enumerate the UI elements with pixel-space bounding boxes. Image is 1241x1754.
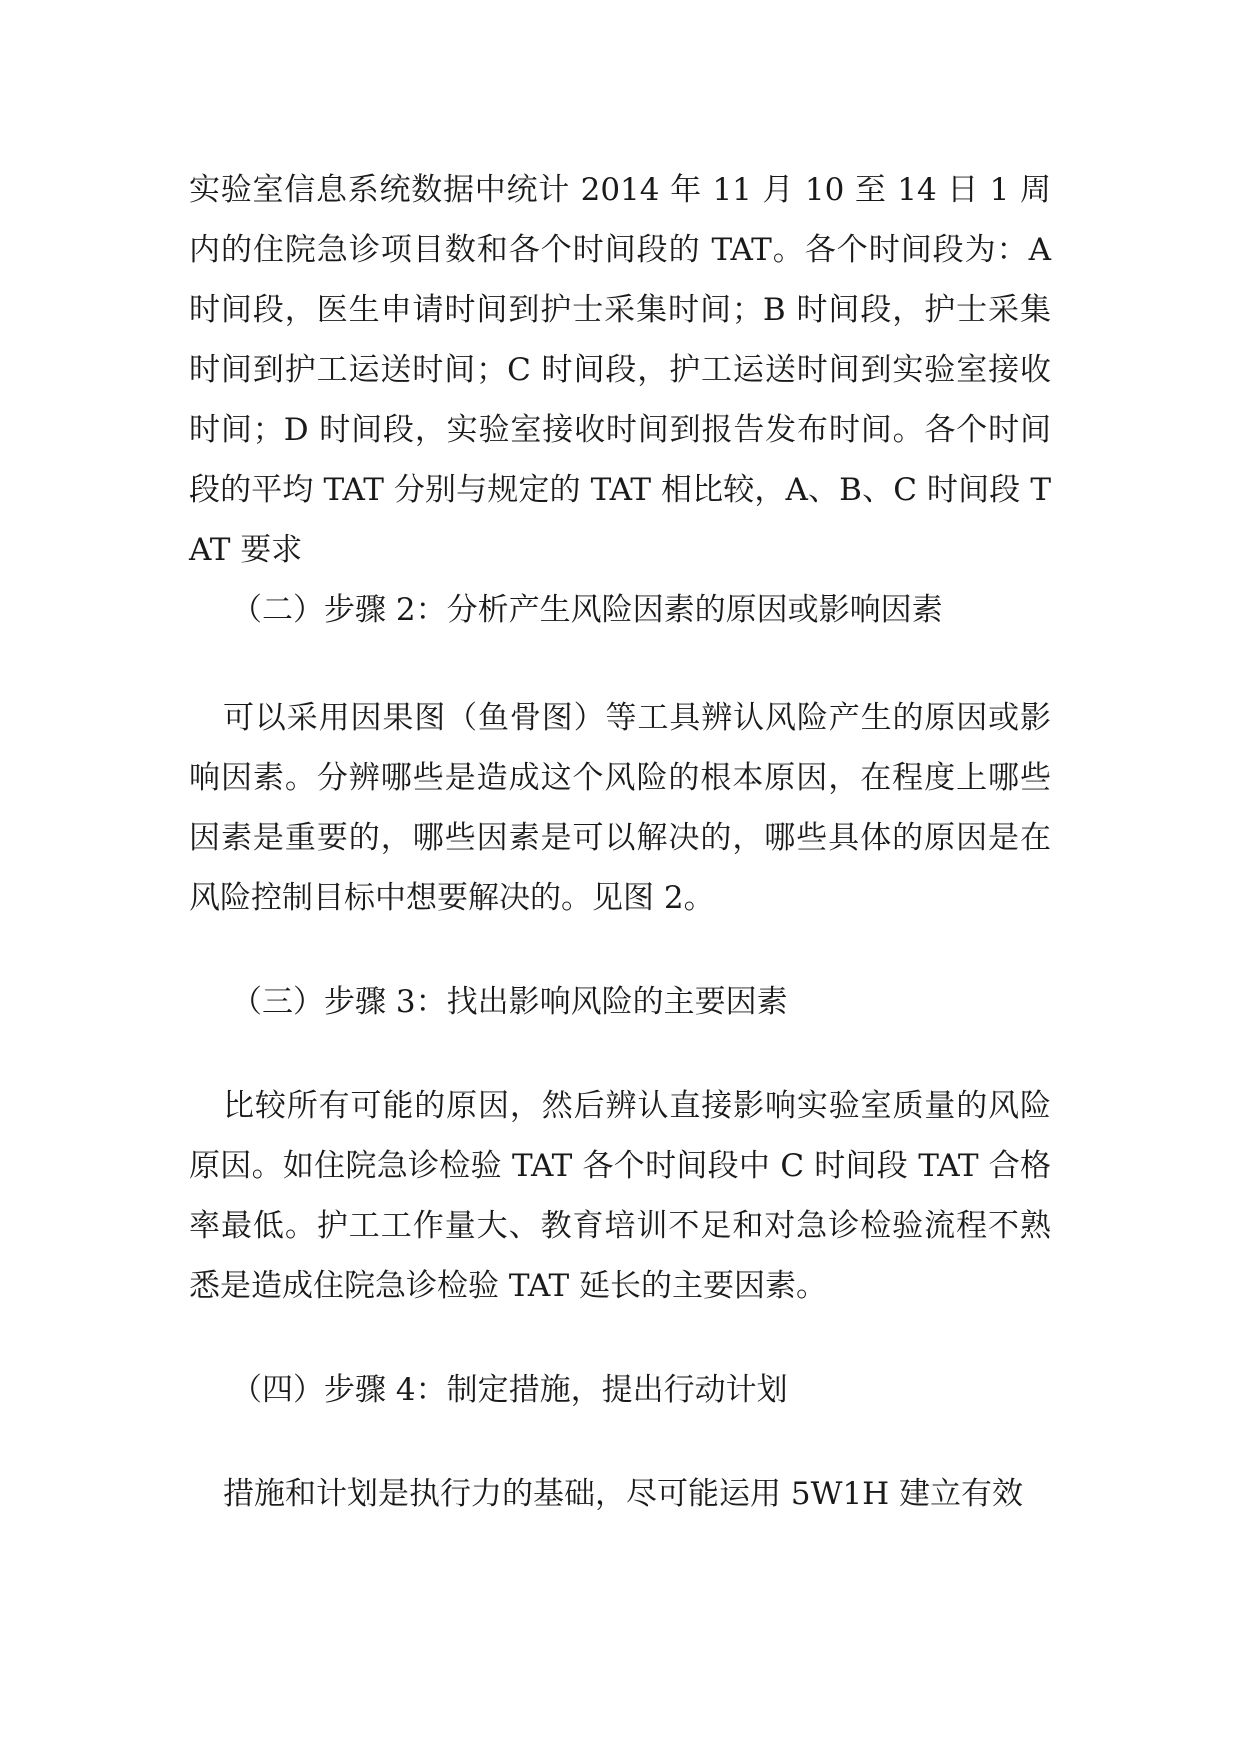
- section-heading-step-3: （三）步骤 3：找出影响风险的主要因素: [231, 984, 788, 1020]
- body-paragraph-action-plan: 措施和计划是执行力的基础，尽可能运用 5W1H 建立有效: [223, 1476, 1024, 1512]
- body-paragraph-main-factors: 比较所有可能的原因，然后辨认直接影响实验室质量的风险原因。如住院急诊检验 TAT 各个时间段中 C 时间段 TAT 合格率最低。护工工作量大、教育培训不足和对急诊检验流程不熟悉是造成住院急诊检验 TAT 延长的主要因素。: [189, 1088, 1051, 1304]
- body-paragraph-cause-analysis: 可以采用因果图（鱼骨图）等工具辨认风险产生的原因或影响因素。分辨哪些是造成这个风险的根本原因，在程度上哪些因素是重要的，哪些因素是可以解决的，哪些具体的原因是在风险控制目标中想要解决的。见图 2。: [189, 700, 1051, 916]
- section-heading-step-2: （二）步骤 2：分析产生风险因素的原因或影响因素: [231, 592, 943, 628]
- section-heading-step-4: （四）步骤 4：制定措施，提出行动计划: [231, 1372, 788, 1408]
- body-paragraph-tat-statistics: 实验室信息系统数据中统计 2014 年 11 月 10 至 14 日 1 周内的住院急诊项目数和各个时间段的 TAT。各个时间段为：A 时间段，医生申请时间到护士采集时间；B 时间段，护士采集时间到护工运送时间；C 时间段，护工运送时间到实验室接收时间；D 时间段，实验室接收时间到报告发布时间。各个时间段的平均 TAT 分别与规定的 TAT 相比较，A、B、C 时间段 TAT 要求: [189, 172, 1051, 568]
- document-body: [189, 160, 1051, 1524]
